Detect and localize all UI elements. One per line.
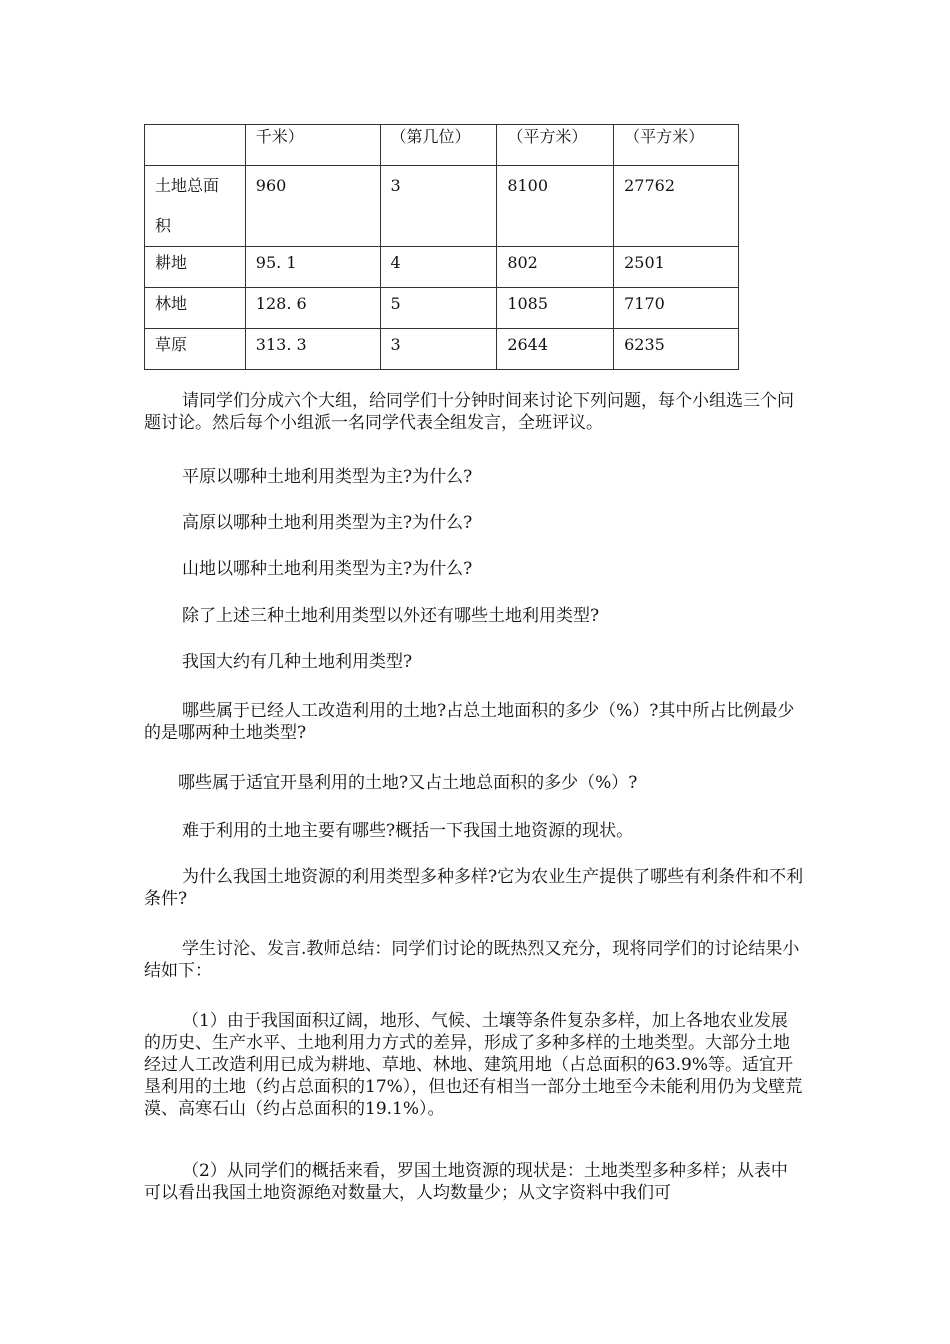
question-9: 为什么我国土地资源的利用类型多种多样?它为农业生产提供了哪些有利条件和不利条件?	[144, 867, 804, 909]
table-cell: 5	[380, 288, 497, 329]
question-4: 除了上述三种土地利用类型以外还有哪些土地利用类型?	[182, 606, 600, 626]
table-header-cell: （第几位）	[380, 125, 497, 166]
table-cell: 1085	[497, 288, 614, 329]
table-cell: 土地总面积	[145, 166, 246, 247]
table-cell: 27762	[614, 166, 739, 247]
paragraph-intro: 请同学们分成六个大组，给同学们十分钟时间来讨论下列问题，每个小组选三个问题讨论。然后每个小组派一名同学代表全组发言，全班评议。	[144, 391, 794, 433]
table-cell: 960	[245, 166, 380, 247]
land-resource-table	[144, 124, 739, 370]
question-5: 我国大约有几种土地利用类型?	[182, 652, 413, 672]
table-header-row	[145, 125, 739, 166]
table-cell: 95. 1	[245, 247, 380, 288]
table-cell: 313. 3	[245, 329, 380, 370]
table-cell: 7170	[614, 288, 739, 329]
table-row	[145, 166, 739, 247]
question-7: 哪些属于适宜开垦利用的土地?又占土地总面积的多少（%）?	[178, 773, 638, 793]
question-2: 高原以哪种土地利用类型为主?为什么?	[182, 513, 473, 533]
table-header-cell	[145, 125, 246, 166]
table-header-cell: （平方米）	[614, 125, 739, 166]
question-3: 山地以哪种土地利用类型为主?为什么?	[182, 559, 473, 579]
paragraph-summary-1: （1）由于我国面积辽阔，地形、气候、土壤等条件复杂多样，加上各地农业发展的历史、生产水平、土地利用力方式的差异，形成了多种多样的土地类型。大部分土地经过人工改造利用已成为耕地、草地、林地、建筑用地（占总面积的63.9%等。适宜开垦利用的土地（约占总面积的17%），但也还有相当一部分土地至今未能利用仍为戈壁荒漠、高寒石山（约占总面积的19.1%）。	[144, 1011, 803, 1119]
question-1: 平原以哪种土地利用类型为主?为什么?	[182, 467, 473, 487]
paragraph-summary-intro: 学生讨沦、发言.教师总结：同学们讨论的既热烈又充分，现将同学们的讨论结果小结如下：	[144, 939, 800, 981]
table-cell: 耕地	[145, 247, 246, 288]
table-cell: 6235	[614, 329, 739, 370]
paragraph-summary-2: （2）从同学们的概括来看，罗国土地资源的现状是：土地类型多种多样；从表中可以看出我国土地资源绝对数量大，人均数量少；从文字资料中我们可	[144, 1161, 788, 1203]
table-cell: 8100	[497, 166, 614, 247]
table-cell: 128. 6	[245, 288, 380, 329]
table-cell: 草原	[145, 329, 246, 370]
table-cell: 4	[380, 247, 497, 288]
table-row	[145, 329, 739, 370]
table-cell: 3	[380, 329, 497, 370]
table-header-cell: （平方米）	[497, 125, 614, 166]
table-row	[145, 288, 739, 329]
table-cell: 3	[380, 166, 497, 247]
table-header-cell: 千米）	[245, 125, 380, 166]
table-cell: 802	[497, 247, 614, 288]
table-cell: 2501	[614, 247, 739, 288]
table-row	[145, 247, 739, 288]
question-6: 哪些属于已经人工改造利用的土地?占总土地面积的多少（%）?其中所占比例最少的是哪两种土地类型?	[144, 701, 795, 743]
table-cell: 林地	[145, 288, 246, 329]
table-cell: 2644	[497, 329, 614, 370]
question-8: 难于利用的土地主要有哪些?概括一下我国土地资源的现状。	[182, 821, 634, 841]
